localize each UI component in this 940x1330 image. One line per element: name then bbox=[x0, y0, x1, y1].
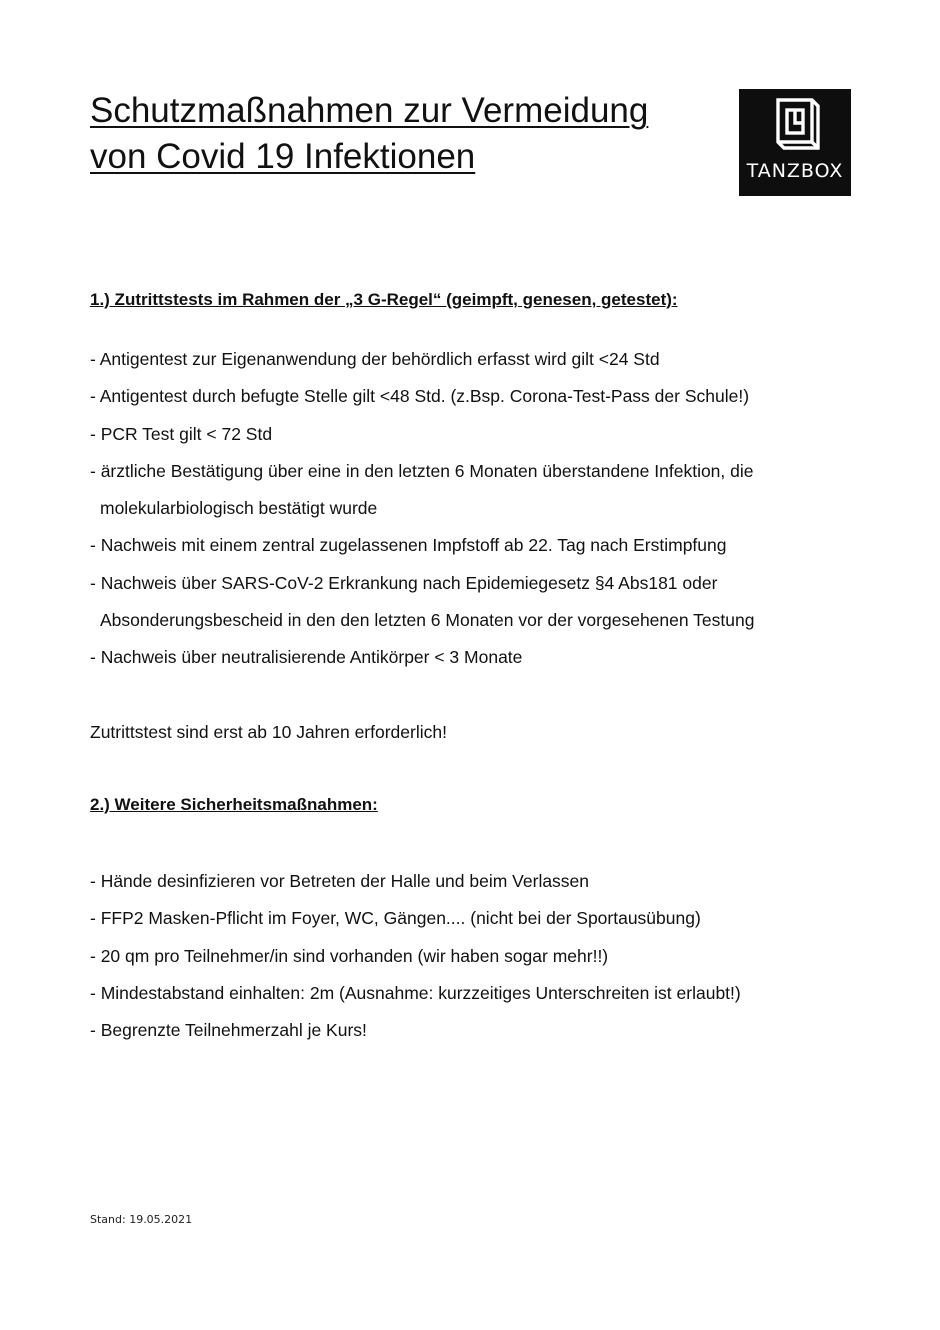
page-title bbox=[90, 88, 720, 180]
section-1-heading: 1.) Zutrittstests im Rahmen der „3 G-Regel“ (geimpft, genesen, getestet): bbox=[90, 290, 678, 309]
footer-date: Stand: 19.05.2021 bbox=[90, 1213, 193, 1226]
logo-text: TANZBOX bbox=[746, 160, 844, 182]
list-item: - Antigentest durch befugte Stelle gilt <48 Std. (z.Bsp. Corona-Test-Pass der Schule!) bbox=[90, 386, 750, 407]
section-1-list bbox=[90, 347, 754, 683]
list-item: - FFP2 Masken-Pflicht im Foyer, WC, Gängen.... (nicht bei der Sportausübung) bbox=[90, 908, 701, 929]
age-note: Zutrittstest sind erst ab 10 Jahren erforderlich! bbox=[90, 722, 447, 742]
list-item: - Nachweis mit einem zentral zugelassenen Impfstoff ab 22. Tag nach Erstimpfung bbox=[90, 535, 727, 556]
list-item: - Begrenzte Teilnehmerzahl je Kurs! bbox=[90, 1020, 367, 1041]
page-title-line-1: Schutzmaßnahmen zur Vermeidung bbox=[90, 91, 649, 130]
list-item: - PCR Test gilt < 72 Std bbox=[90, 423, 273, 444]
tanzbox-cube-icon bbox=[768, 97, 822, 151]
list-item-continuation: Absonderungsbescheid in den den letzten 6 Monaten vor der vorgesehenen Testung bbox=[100, 610, 755, 631]
page-title-line-2: von Covid 19 Infektionen bbox=[90, 137, 476, 176]
list-item: - 20 qm pro Teilnehmer/in sind vorhanden (wir haben sogar mehr!!) bbox=[90, 945, 609, 966]
list-item: - ärztliche Bestätigung über eine in den letzten 6 Monaten überstandene Infektion, die bbox=[90, 460, 754, 481]
section-2-heading: 2.) Weitere Sicherheitsmaßnahmen: bbox=[90, 795, 378, 814]
list-item: - Antigentest zur Eigenanwendung der behördlich erfasst wird gilt <24 Std bbox=[90, 349, 660, 369]
list-item: - Nachweis über neutralisierende Antikörper < 3 Monate bbox=[90, 647, 523, 668]
section-2-list bbox=[90, 869, 741, 1055]
list-item: - Mindestabstand einhalten: 2m (Ausnahme: kurzzeitiges Unterschreiten ist erlaubt!) bbox=[90, 982, 741, 1003]
list-item: - Nachweis über SARS-CoV-2 Erkrankung nach Epidemiegesetz §4 Abs181 oder bbox=[90, 572, 718, 593]
list-item: - Hände desinfizieren vor Betreten der Halle und beim Verlassen bbox=[90, 871, 590, 891]
list-item-continuation: molekularbiologisch bestätigt wurde bbox=[100, 498, 378, 519]
tanzbox-logo bbox=[739, 89, 851, 196]
